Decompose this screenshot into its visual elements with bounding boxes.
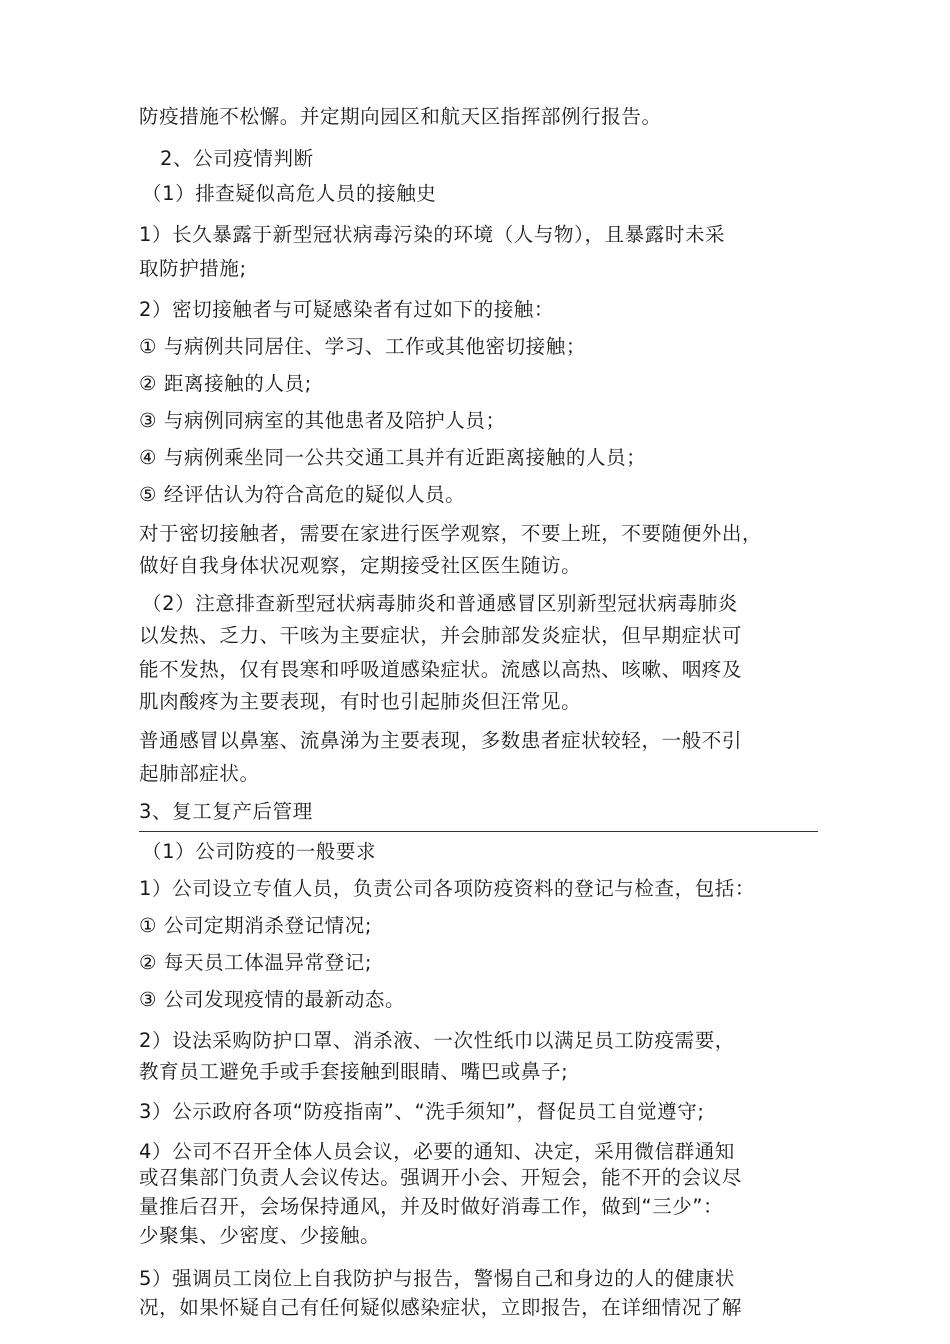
text-line: 教育员工避免手或手套接触到眼睛、嘴巴或鼻子; [139,1060,569,1083]
section-heading: 2、公司疫情判断 [160,147,314,170]
subsection-heading: （1）排查疑似高危人员的接触史 [142,182,437,205]
text-line: 2）密切接触者与可疑感染者有过如下的接触： [139,298,555,321]
subsection-heading: （2）注意排查新型冠状病毒肺炎和普通感冒区别新型冠状病毒肺炎 [142,592,738,615]
list-item: ③ 与病例同病室的其他患者及陪护人员； [139,409,506,432]
text-line: 能不发热，仅有畏寒和呼吸道感染症状。流感以高热、咳嗽、咽疼及 [139,658,743,681]
list-item: ① 与病例共同居住、学习、工作或其他密切接触； [139,335,586,358]
horizontal-rule [139,831,818,832]
text-line: 少聚集、少密度、少接触。 [139,1224,381,1247]
text-line: 2）设法采购防护口罩、消杀液、一次性纸巾以满足员工防疫需要， [139,1029,735,1052]
text-line: 4）公司不召开全体人员会议，必要的通知、决定，采用微信群通知 [139,1140,735,1163]
text-line: 普通感冒以鼻塞、流鼻涕为主要表现，多数患者症状较轻，一般不引 [139,729,743,752]
list-item: ② 每天员工体温异常登记; [139,951,373,974]
list-item: ③ 公司发现疫情的最新动态。 [139,988,406,1011]
text-line: 量推后召开，会场保持通风，并及时做好消毒工作，做到“三少”： [139,1195,724,1218]
subsection-heading: （1）公司防疫的一般要求 [142,840,377,863]
list-item: ② 距离接触的人员; [139,372,312,395]
section-heading: 3、复工复产后管理 [139,800,313,823]
text-line: 5）强调员工岗位上自我防护与报告，警惕自己和身边的人的健康状 [139,1267,735,1290]
list-item: ④ 与病例乘坐同一公共交通工具并有近距离接触的人员； [139,446,647,469]
text-line: 1）公司设立专值人员，负责公司各项防疫资料的登记与检查，包括： [139,877,756,900]
list-item: ⑤ 经评估认为符合高危的疑似人员。 [139,483,466,506]
text-line: 3）公示政府各项“防疫指南”、“洗手须知”，督促员工自觉遵守; [139,1100,705,1123]
text-line: 做好自我身体状况观察，定期接受社区医生随访。 [139,554,582,577]
text-line: 对于密切接触者，需要在家进行医学观察，不要上班，不要随便外出， [139,522,763,545]
text-line: 起肺部症状。 [139,762,260,785]
text-line: 况，如果怀疑自己有任何疑似感染症状，立即报告，在详细情况了解 [139,1296,743,1319]
list-item: ① 公司定期消杀登记情况; [139,914,373,937]
text-line: 取防护措施; [139,257,247,280]
text-line: 肌肉酸疼为主要表现，有时也引起肺炎但汪常见。 [139,690,582,713]
text-line: 或召集部门负责人会议传达。强调开小会、开短会，能不开的会议尽 [139,1166,743,1189]
text-line: 以发热、乏力、干咳为主要症状，并会肺部发炎症状，但早期症状可 [139,624,743,647]
text-line: 1）长久暴露于新型冠状病毒污染的环境（人与物），且暴露时未采 [139,223,726,246]
text-line: 防疫措施不松懈。并定期向园区和航天区指挥部例行报告。 [139,105,662,128]
